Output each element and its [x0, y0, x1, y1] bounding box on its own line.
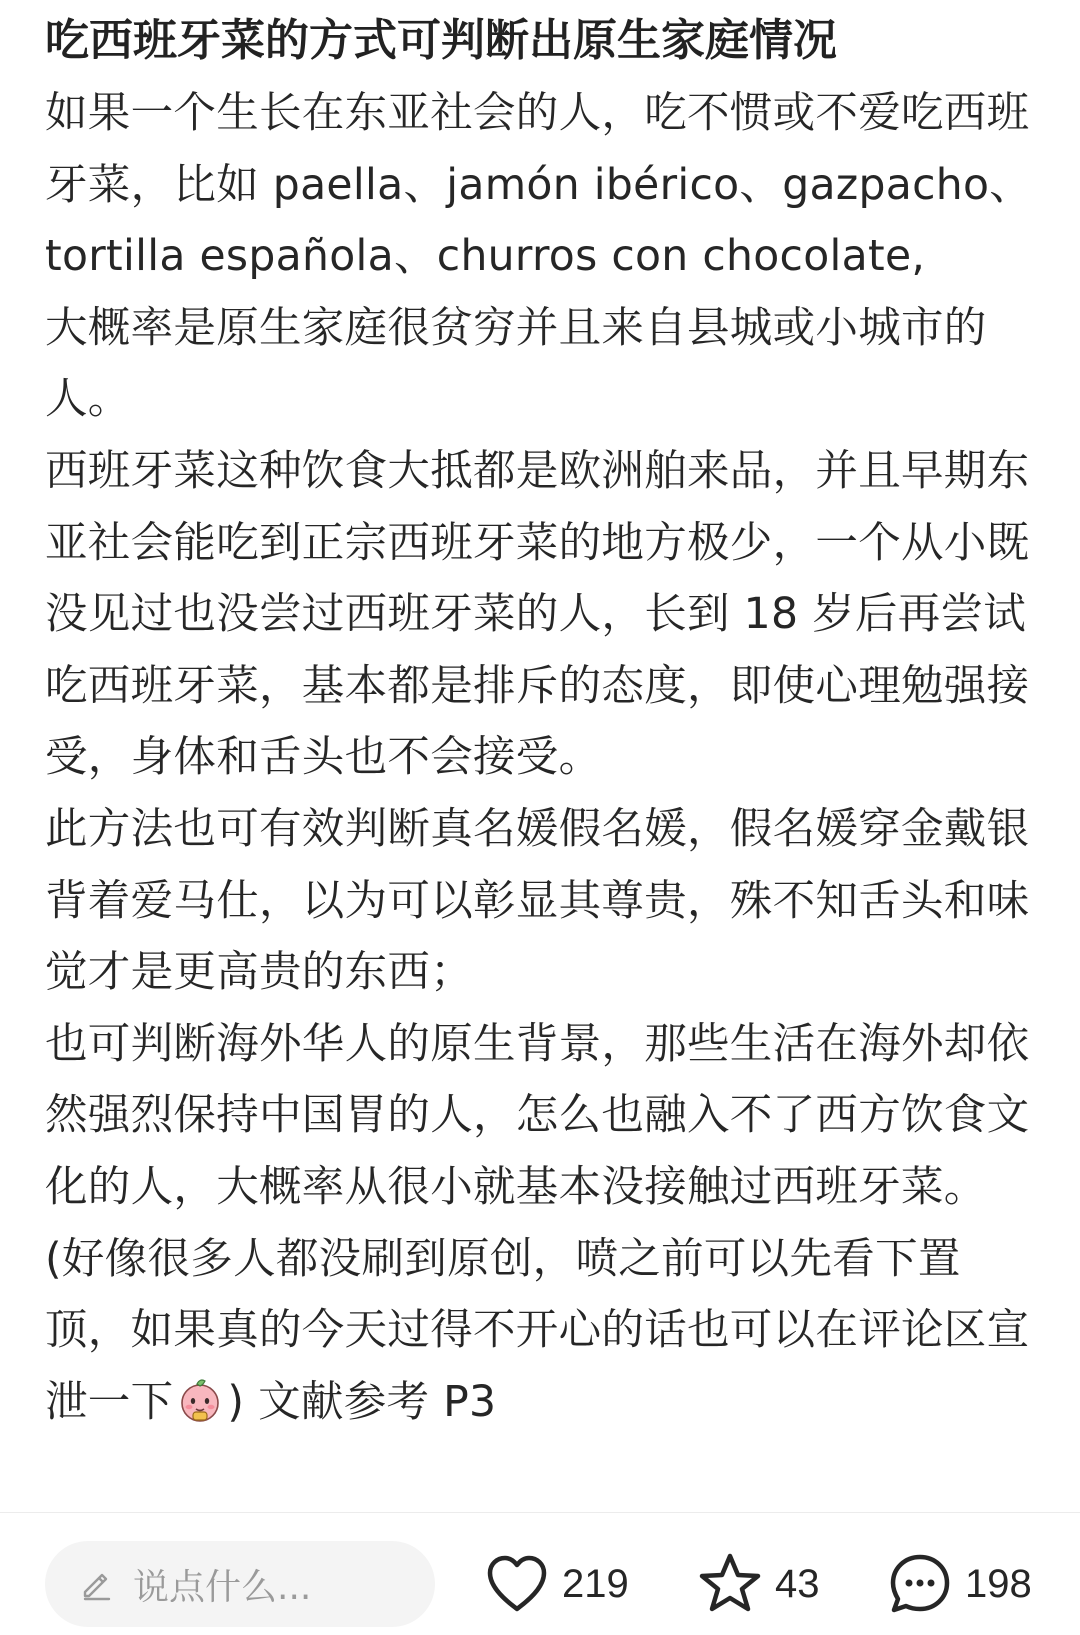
post-body [45, 78, 1045, 1438]
comment-placeholder: 说点什么... [133, 1566, 312, 1608]
comment-button[interactable] [885, 1541, 1032, 1627]
bottom-action-bar [0, 1513, 1080, 1635]
post-paragraph-6 [45, 1224, 1045, 1439]
comment-input[interactable] [45, 1541, 435, 1627]
post-paragraph-5: 也可判断海外华人的原生背景，那些生活在海外却依然强烈保持中国胃的人，怎么也融入不了西方饮食文化的人，大概率从很小就基本没接触过西班牙菜。 [45, 1019, 1030, 1212]
post-title: 吃西班牙菜的方式可判断出原生家庭情况 [45, 15, 837, 66]
like-button[interactable] [482, 1541, 629, 1627]
post-paragraph-6-text: (好像很多人都没刷到原创，喷之前可以先看下置顶，如果真的今天过得不开心的话也可以在评论区宣泄一下 [45, 1234, 1030, 1427]
post-content [45, 8, 1045, 1438]
heart-icon [482, 1549, 552, 1619]
post-paragraph-3: 西班牙菜这种饮食大抵都是欧洲舶来品，并且早期东亚社会能吃到正宗西班牙菜的地方极少，一个从小既没见过也没尝过西班牙菜的人，长到 18 岁后再尝试吃西班牙菜，基本都是排斥的态度，即使心理勉强接受，身体和舌头也不会接受。 [45, 446, 1030, 783]
peach-face-sticker-icon [175, 1374, 225, 1424]
post-paragraph-1: 如果一个生长在东亚社会的人，吃不惯或不爱吃西班牙菜，比如 paella、jamón ibérico、gazpacho、tortilla española、churros con chocolate, [45, 89, 1033, 282]
comment-count: 198 [965, 1561, 1032, 1606]
pencil-icon [79, 1566, 115, 1602]
star-icon [695, 1549, 765, 1619]
speech-bubble-icon [885, 1549, 955, 1619]
favorite-count: 43 [775, 1561, 820, 1606]
post-paragraph-6-tail: ) 文献参考 P3 [227, 1377, 497, 1427]
post-paragraph-2: 大概率是原生家庭很贫穷并且来自县城或小城市的人。 [45, 303, 987, 425]
favorite-button[interactable] [695, 1541, 820, 1627]
post-paragraph-4: 此方法也可有效判断真名媛假名媛，假名媛穿金戴银背着爱马仕，以为可以彰显其尊贵，殊不知舌头和味觉才是更高贵的东西； [45, 804, 1030, 998]
like-count: 219 [562, 1561, 629, 1606]
